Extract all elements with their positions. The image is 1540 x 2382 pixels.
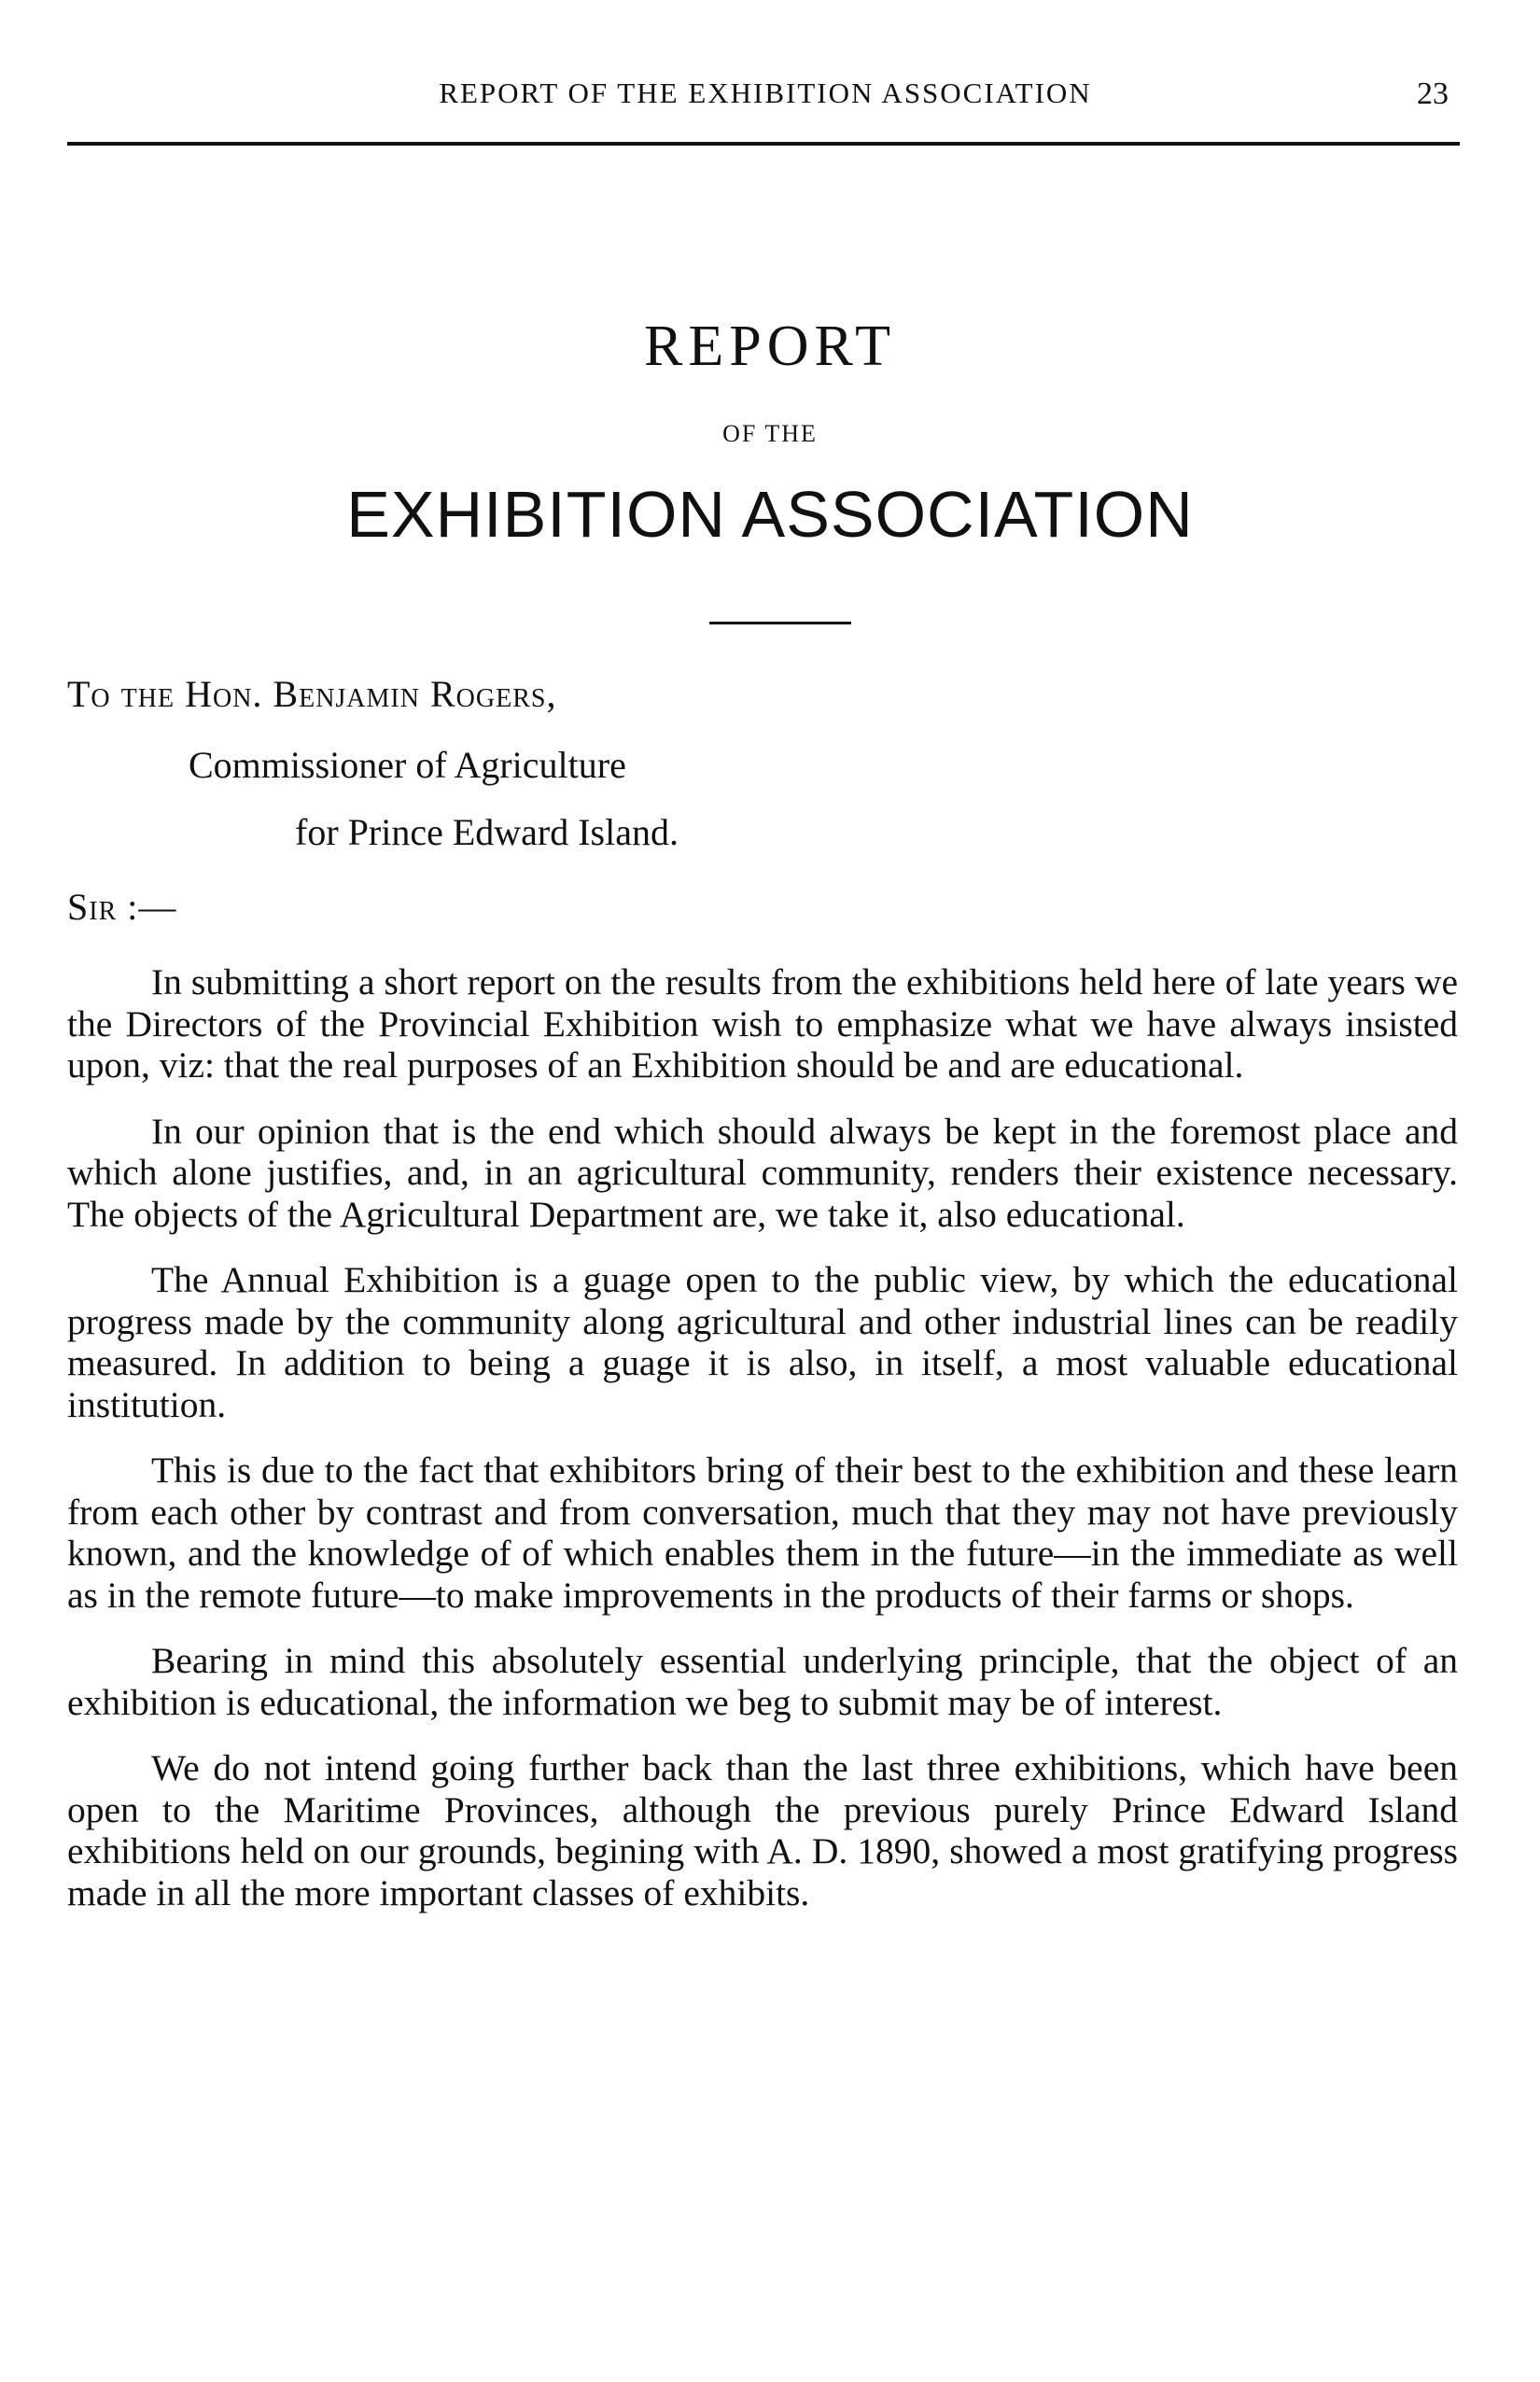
header-rule xyxy=(67,142,1460,146)
paragraph: Bearing in mind this absolutely essential underlying principle, that the object of an exhibition is educational, the information we beg to submit may be of interest. xyxy=(67,1640,1458,1723)
title-block xyxy=(0,315,1540,551)
paragraph: The Annual Exhibition is a guage open to the public view, by which the educational progress made by the community along agricultural and other industrial lines can be readily measured. In addition to being a guage it is also, in itself, a most valuable educational institution. xyxy=(67,1259,1458,1425)
salutation-addressee: To the Hon. Benjamin Rogers, xyxy=(67,673,557,715)
paragraph: In our opinion that is the end which should always be kept in the foremost place and which alone justifies, and, in an agricultural community, renders their existence necessary. The objects of the Agricultural Department are, we take it, also educational. xyxy=(67,1110,1458,1235)
running-head-title: REPORT OF THE EXHIBITION ASSOCIATION xyxy=(439,77,1092,109)
body-text xyxy=(67,961,1458,1938)
page-number: 23 xyxy=(1417,77,1449,111)
title-main: EXHIBITION ASSOCIATION xyxy=(346,478,1194,551)
title-of-the: OF THE xyxy=(722,420,818,447)
paragraph: This is due to the fact that exhibitors bring of their best to the exhibition and these learn from each other by contrast and from conversation, much that they may not have previously known, and the knowledge of of which enables them in the future—in the immediate as well as in the remote future—to make improvements in the products of their farms or shops. xyxy=(67,1450,1458,1616)
title-report: REPORT xyxy=(644,315,896,378)
salutation-title: Commissioner of Agriculture xyxy=(189,744,626,786)
paragraph: In submitting a short report on the results from the exhibitions held here of late years we the Directors of the Provincial Exhibition wish to emphasize what we have always insisted upon, viz: that the real purposes of an Exhibition should be and are educational. xyxy=(67,961,1458,1086)
title-divider xyxy=(709,622,851,624)
salutation-place: for Prince Edward Island. xyxy=(295,811,679,853)
running-head xyxy=(65,77,1465,119)
salutation-sir: Sir :— xyxy=(67,886,177,928)
paragraph: We do not intend going further back than the last three exhibitions, which have been open to the Maritime Provinces, although the previous purely Prince Edward Island exhibitions held on our grounds, begining with A. D. 1890, showed a most gratifying progress made in all the more important classes of exhibits. xyxy=(67,1747,1458,1913)
